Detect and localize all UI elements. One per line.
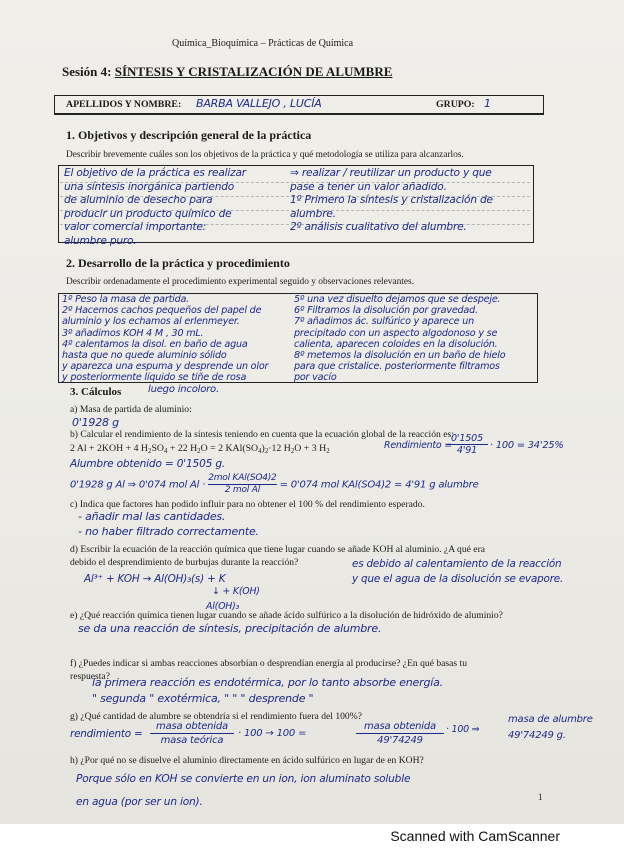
fraction-denominator: 4'91 <box>446 444 488 456</box>
answer-c <box>78 509 259 539</box>
objectives-right <box>290 167 493 235</box>
eq-part: + 22 H <box>167 443 198 454</box>
eq-part: ) <box>261 443 265 454</box>
question-h: h) ¿Por qué no se disuelve el aluminio directamente en ácido sulfúrico en lugar de en KOH? <box>70 755 424 766</box>
procedure-tail: luego incoloro. <box>148 384 219 395</box>
alum-obtained: Alumbre obtenido = 0'1505 g. <box>70 458 226 470</box>
hand-line: y posteriormente líquido se tiñe de rosa <box>62 372 247 384</box>
answer-h <box>76 768 410 814</box>
hand-line: Porque sólo en KOH se convierte en un ion, ion aluminato soluble <box>76 773 411 785</box>
group-label: GRUPO: <box>436 99 475 110</box>
answer-e: se da una reacción de síntesis, precipitación de alumbre. <box>78 622 382 635</box>
answer-g-mid: · 100 → 100 = <box>238 728 307 739</box>
eq-part: = 2 KAl(SO <box>207 443 259 454</box>
hand-line: alumbre puro. <box>64 234 137 247</box>
section1-instruction: Describir brevemente cuáles son los objetivos de la práctica y qué metodología se utiliza para alcanzarlos. <box>66 150 464 160</box>
name-label: APELLIDOS Y NOMBRE: <box>66 99 182 110</box>
eq-sub: 2 <box>290 448 295 455</box>
hand-line: 1º Peso la masa de partida. <box>62 294 190 305</box>
fraction-denominator: 2 mol Al <box>208 484 276 496</box>
stoichiometry-line <box>70 473 479 496</box>
hand-line: " segunda " exotérmica, " " " desprende " <box>92 692 314 705</box>
group-value: 1 <box>484 97 491 110</box>
hand-line: 5º una vez disuelto dejamos que se despeje. <box>294 294 501 305</box>
hand-line: pase a tener un valor añadido. <box>290 180 447 193</box>
hand-line: y aparezca una espuma y desprende un olor <box>62 361 269 373</box>
fraction-denominator: masa teórica <box>150 733 234 747</box>
eq-sub: 4 <box>258 448 262 455</box>
fraction-numerator: 0'1505 <box>451 433 483 444</box>
procedure-right <box>294 294 505 384</box>
question-a: a) Masa de partida de aluminio: <box>70 404 192 415</box>
hand-line: por vacío <box>294 372 337 384</box>
answer-d <box>352 557 563 587</box>
question-line: f) ¿Puedes indicar si ambas reacciones absorbían o desprendían energía al producirse? ¿En qué basas tu <box>70 658 468 669</box>
question-line: respuesta? <box>70 670 110 682</box>
objectives-left <box>64 167 246 248</box>
hand-line: la primera reacción es endotérmica, por lo tanto absorbe energía. <box>92 676 443 689</box>
hand-line: masa de alumbre <box>508 714 593 725</box>
hand-line: precipitado con un aspecto algodonoso y se <box>294 327 498 339</box>
hand-line: calienta, aparecen coloides en la disolución. <box>294 338 498 350</box>
reaction-koh-3: Al(OH)₃ <box>206 601 240 612</box>
eq-sub: 2 <box>148 448 152 455</box>
stoich-part: 0'1928 g Al ⇒ 0'074 mol Al · <box>70 479 206 491</box>
yield-result: · 100 = 34'25% <box>490 440 564 451</box>
reaction-koh: Al³⁺ + KOH → Al(OH)₃(s) + K <box>84 573 226 585</box>
hand-line: 49'74249 g. <box>508 730 566 741</box>
hand-line: - añadir mal las cantidades. <box>78 510 226 523</box>
answer-g-tail: · 100 ⇒ <box>446 724 480 735</box>
hand-line: hasta que no quede aluminio sólido <box>62 350 227 362</box>
session-name: SÍNTESIS Y CRISTALIZACIÓN DE ALUMBRE <box>114 64 393 79</box>
stoich-part: = 0'074 mol KAl(SO4)2 = 4'91 g alumbre <box>279 479 479 491</box>
yield-fraction <box>446 433 488 456</box>
question-c: c) Indica que factores han podido influir para no obtener el 100 % del rendimiento esperado. <box>70 499 425 510</box>
scanner-footer <box>0 824 624 848</box>
answer-g-fraction1 <box>150 720 234 747</box>
hand-line: 4º calentamos la disol. en baño de agua <box>62 338 248 350</box>
question-line: d) Escribir la ecuación de la reacción química que tiene lugar cuando se añade KOH al aluminio. ¿A qué era <box>70 544 486 555</box>
hand-line: 1º Primero la síntesis y cristalización de <box>290 194 493 206</box>
eq-sub: 2 <box>264 448 269 455</box>
hand-line: para que cristalice. posteriormente filtramos <box>294 361 500 373</box>
hand-line: de aluminio de desecho para <box>64 194 213 206</box>
hand-line: aluminio y los echamos al erlenmeyer. <box>62 316 240 328</box>
hand-line: ⇒ realizar / reutilizar un producto y que <box>290 167 492 179</box>
answer-a: 0'1928 g <box>72 416 119 429</box>
page-number: 1 <box>538 792 543 802</box>
camscanner-watermark: Scanned with CamScanner <box>390 828 560 844</box>
answer-g-fraction2 <box>356 720 444 747</box>
hand-line: 8º metemos la disolución en un baño de hielo <box>294 350 506 362</box>
eq-part: SO <box>151 443 164 454</box>
session-prefix: Sesión 4: <box>62 64 112 79</box>
eq-part: O + 3 H <box>294 443 327 454</box>
eq-sub: 4 <box>163 448 168 455</box>
section2-title: 2. Desarrollo de la práctica y procedimiento <box>66 256 290 270</box>
hand-line: 3º añadimos KOH 4 M , 30 mL. <box>62 327 204 339</box>
hand-line: producir un producto químico de <box>64 207 232 220</box>
section1-title: 1. Objetivos y descripción general de la práctica <box>66 128 312 142</box>
hand-line: y que el agua de la disolución se evapore. <box>352 573 564 585</box>
eq-part: O <box>200 443 208 454</box>
hand-line: es debido al calentamiento de la reacción <box>352 558 562 570</box>
hand-line: 6º Filtramos la disolución por gravedad. <box>294 305 478 317</box>
hand-line: 2º Hacemos cachos pequeños del papel de <box>62 305 262 317</box>
fraction-denominator: 49'74249 <box>356 733 444 747</box>
procedure-left <box>62 294 268 384</box>
course-header: Química_Bioquímica – Prácticas de Química <box>172 38 354 49</box>
question-e: e) ¿Qué reacción química tienen lugar cuando se añade ácido sulfúrico a la disolución de hidróxido de aluminio? <box>70 610 503 621</box>
yield-label: Rendimiento = <box>384 440 452 451</box>
hand-line: El objetivo de la práctica es realizar <box>64 167 246 179</box>
session-title <box>62 64 392 80</box>
hand-line: - no haber filtrado correctamente. <box>78 525 259 538</box>
fraction-numerator: masa obtenida <box>156 721 228 732</box>
answer-f <box>92 675 443 707</box>
eq-part: ·12 H <box>268 443 291 454</box>
name-value: BARBA VALLEJO , LUCÍA <box>196 97 322 110</box>
fraction-numerator: 2mol KAl(SO4)2 <box>208 473 277 483</box>
hand-line: alumbre. <box>290 207 336 220</box>
reaction-koh-2: ↓ + K(OH) <box>212 586 260 597</box>
reaction-equation <box>70 443 330 455</box>
question-line: debido el desprendimiento de burbujas durante la reacción? <box>70 556 299 568</box>
question-b: b) Calcular el rendimiento de la síntesis teniendo en cuenta que la ecuación global de la reacción es: <box>70 429 454 440</box>
answer-g-result <box>508 712 593 744</box>
hand-line: 2º análisis cualitativo del alumbre. <box>290 221 467 233</box>
hand-line: 7º añadimos ác. sulfúrico y aparece un <box>294 316 474 328</box>
stoich-fraction <box>208 473 276 496</box>
fraction-numerator: masa obtenida <box>364 721 436 732</box>
section2-instruction: Describir ordenadamente el procedimiento experimental seguido y observaciones relevantes. <box>66 277 415 287</box>
hand-line: en agua (por ser un ion). <box>76 796 203 808</box>
eq-sub: 2 <box>326 448 330 455</box>
eq-sub: 2 <box>197 448 201 455</box>
eq-part: 2 Al + 2KOH + 4 H <box>70 443 148 454</box>
hand-line: una síntesis inorgánica partiendo <box>64 180 235 193</box>
hand-line: valor comercial importante: <box>64 221 207 233</box>
answer-g-label: rendimiento = <box>70 728 143 740</box>
section3-title: 3. Cálculos <box>70 386 122 398</box>
question-g: g) ¿Qué cantidad de alumbre se obtendría si el rendimiento fuera del 100%? <box>70 711 362 722</box>
